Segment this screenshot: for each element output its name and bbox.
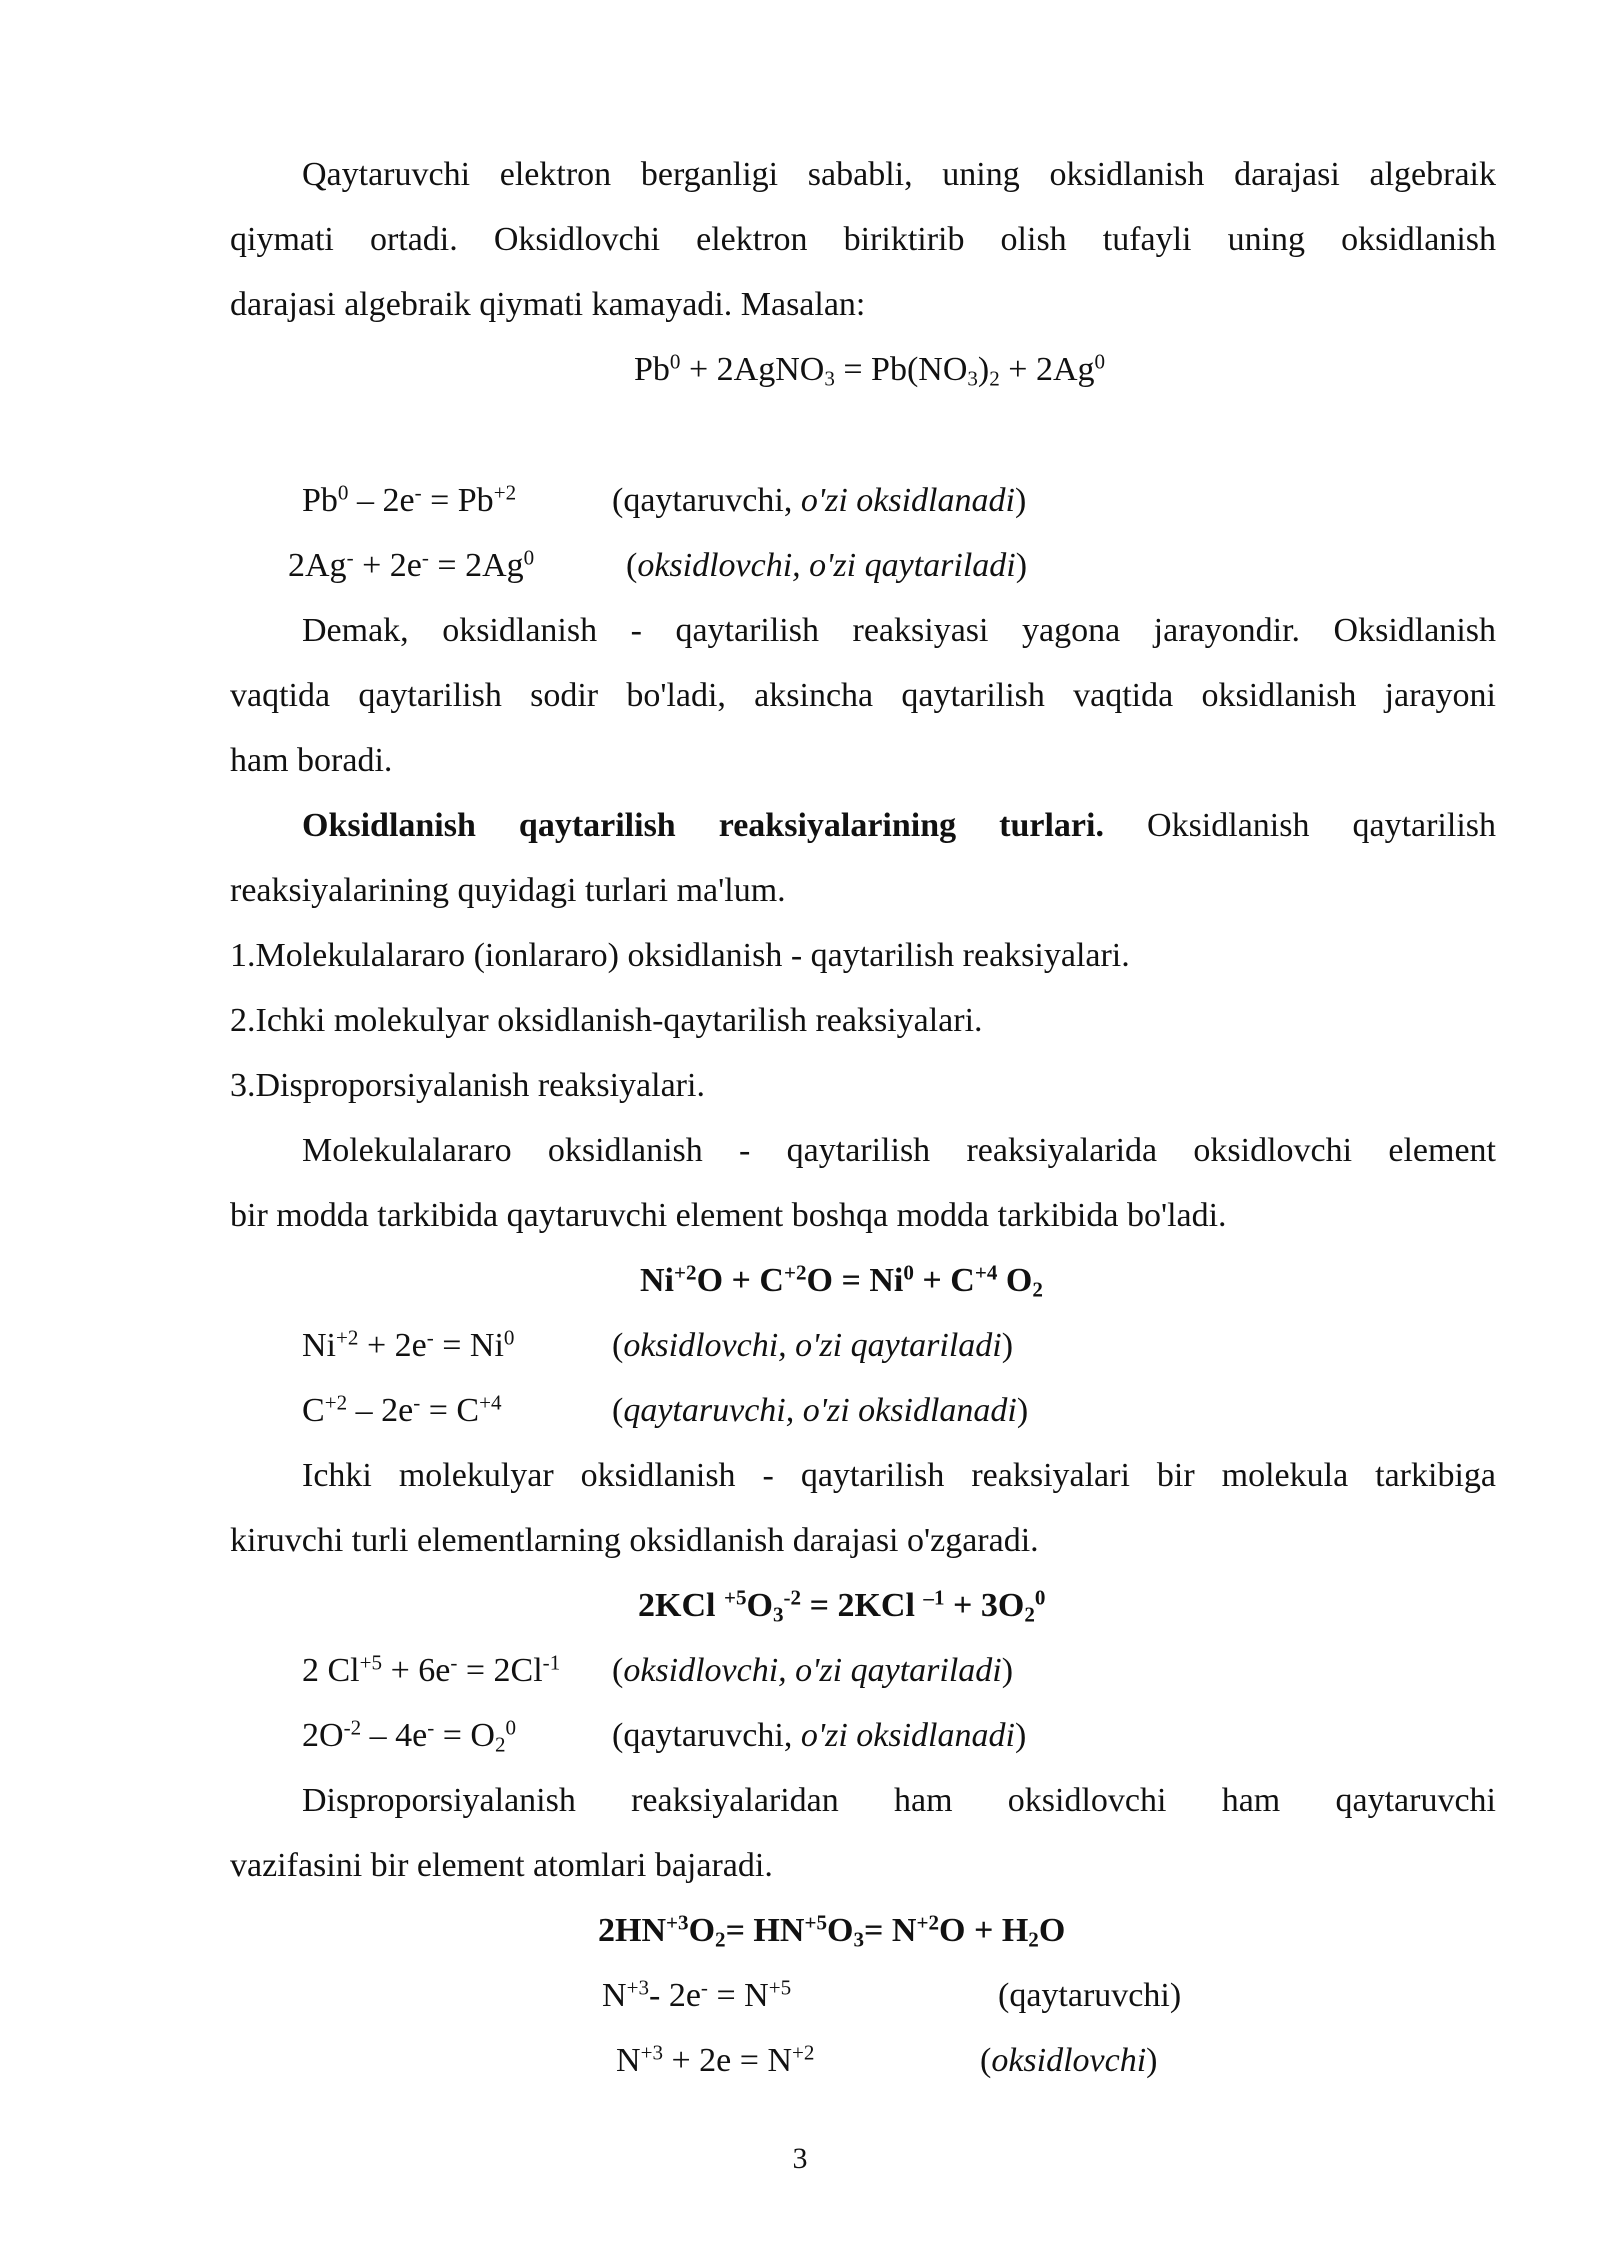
paragraph-line: vazifasini bir element atomlari bajaradi. — [230, 1847, 773, 1884]
paragraph-line: Qaytaruvchi elektron berganligi sababli, uning oksidlanish darajasi algebraik — [302, 156, 1496, 193]
section-heading: Oksidlanish qaytarilish reaksiyalarining turlari. — [302, 807, 1104, 844]
half-reaction-ni: $Ni^{+2} + 2e^- = Ni^0$ — [302, 1325, 515, 1364]
half-reaction-role: (qaytaruvchi, o'zi oksidlanadi) — [612, 482, 1027, 519]
page-number: 3 — [792, 2142, 808, 2175]
half-reaction-cl: 2 $Cl^{+5} + 6e^- = 2Cl^{-1}$ — [302, 1650, 561, 1689]
half-reaction-n3-n5: $N^{+3}-$ $2e^- = N^{+5}$ — [602, 1975, 792, 2014]
list-item: 3.Disproporsiyalanish reaksiyalari. — [230, 1067, 705, 1104]
equation-nio-co: $Ni^{+2}O + C^{+2}O = Ni^0 + C^{+4}$ $O_2$ — [640, 1260, 1043, 1302]
half-reaction-pb: $Pb^0 - 2e^- = Pb^{+2}$ — [302, 480, 517, 519]
paragraph-line: darajasi algebraik qiymati kamayadi. Masalan: — [230, 286, 866, 323]
paragraph-line: Ichki molekulyar oksidlanish - qaytarilish reaksiyalari bir molekula tarkibiga — [302, 1457, 1496, 1494]
paragraph-line: Demak, oksidlanish - qaytarilish reaksiyasi yagona jarayondir. Oksidlanish — [302, 612, 1496, 649]
half-reaction-role: (oksidlovchi) — [980, 2042, 1158, 2079]
section-heading-line: Oksidlanish qaytarilish reaksiyalarining turlari. Oksidlanish qaytarilish — [302, 807, 1497, 844]
paragraph-line: ham boradi. — [230, 742, 393, 779]
list-item: 2.Ichki molekulyar oksidlanish-qaytarilish reaksiyalari. — [230, 1002, 983, 1039]
half-reaction-role: (qaytaruvchi, o'zi oksidlanadi) — [612, 1392, 1029, 1429]
half-reaction-role: (qaytaruvchi, o'zi oksidlanadi) — [612, 1717, 1027, 1754]
half-reaction-n3-n2: $N^{+3} + 2e = N^{+2}$ — [616, 2040, 815, 2079]
half-reaction-o: $2O^{-2} - 4e^- = O_2^0$ — [302, 1715, 517, 1757]
paragraph-line: vaqtida qaytarilish sodir bo'ladi, aksincha qaytarilish vaqtida oksidlanish jarayoni — [230, 677, 1496, 714]
half-reaction-ag: $2Ag^- + 2e^- = 2Ag^0$ — [288, 545, 535, 584]
half-reaction-role: (oksidlovchi, o'zi qaytariladi) — [626, 547, 1028, 584]
paragraph-line: qiymati ortadi. Oksidlovchi elektron biriktirib olish tufayli uning oksidlanish — [230, 221, 1496, 258]
equation-hno2: $2HN^{+3}O_2= HN^{+5}O_3= N^{+2}O + H_2O$ — [598, 1910, 1066, 1952]
paragraph-line: kiruvchi turli elementlarning oksidlanish darajasi o'zgaradi. — [230, 1522, 1039, 1559]
paragraph-line: Molekulalararo oksidlanish - qaytarilish reaksiyalarida oksidlovchi element — [302, 1132, 1496, 1169]
list-item: 1.Molekulalararo (ionlararo) oksidlanish - qaytarilish reaksiyalari. — [230, 937, 1130, 974]
paragraph-line: bir modda tarkibida qaytaruvchi element boshqa modda tarkibida bo'ladi. — [230, 1197, 1227, 1234]
half-reaction-role: (oksidlovchi, o'zi qaytariladi) — [612, 1652, 1014, 1689]
half-reaction-role: (oksidlovchi, o'zi qaytariladi) — [612, 1327, 1014, 1364]
equation-pb-agno3: $Pb^0$ + 2AgNO$_3$ = $Pb(NO_3)_2 + 2Ag^0$ — [634, 349, 1106, 391]
half-reaction-role: (qaytaruvchi) — [998, 1977, 1182, 2014]
paragraph-line: reaksiyalarining quyidagi turlari ma'lum. — [230, 872, 786, 909]
half-reaction-c: $C^{+2} - 2e^- = C^{+4}$ — [302, 1390, 502, 1429]
paragraph-line: Disproporsiyalanish reaksiyalaridan ham oksidlovchi ham qaytaruvchi — [302, 1782, 1496, 1819]
equation-kclo3: 2KCl $^{+5}O_3^{-2} = 2KCl$ $^{-1} + 3O_2^0$ — [638, 1585, 1046, 1627]
